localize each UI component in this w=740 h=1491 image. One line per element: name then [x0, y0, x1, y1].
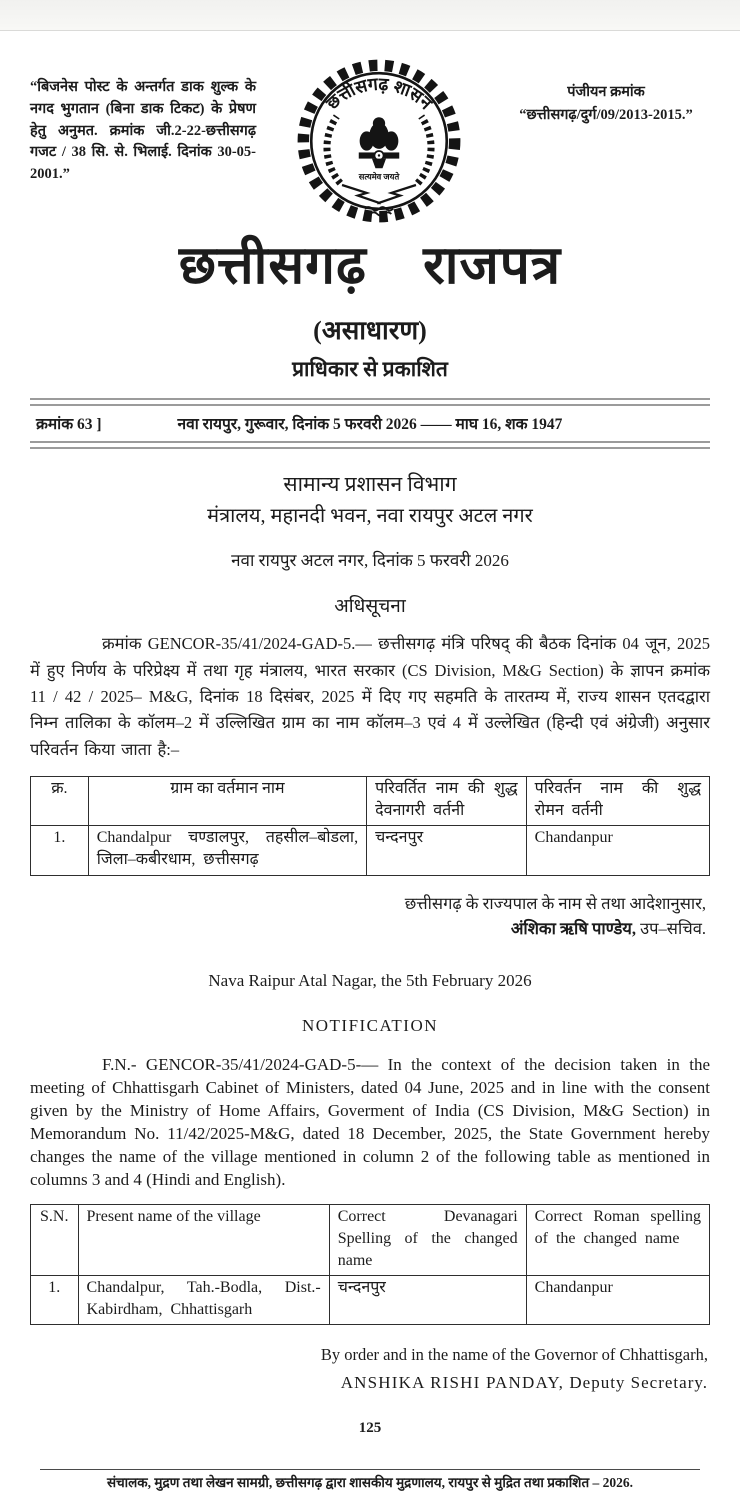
header-cell: ग्राम का वर्तमान नाम: [88, 777, 366, 826]
issue-date-line: नवा रायपुर, गुरूवार, दिनांक 5 फरवरी 2026 —— माघ 16, शक 1947: [177, 416, 563, 434]
table-cell: Chandalpur चण्डालपुर, तहसील–बोडला, जिला–कबीरधाम, छत्तीसगढ़: [88, 826, 366, 875]
header-cell: Correct Devanagari Spelling of the changed name: [329, 1205, 526, 1276]
english-signoff-title: Deputy Secretary.: [564, 1372, 708, 1392]
hindi-notification-body: क्रमांक GENCOR-35/41/2024-GAD-5.— छत्तीसगढ़ मंत्रि परिषद् की बैठक दिनांक 04 जून, 2025 में हुए निर्णय के परिप्रेक्ष्य में तथा गृह मंत्रालय, भारत सरकार (CS Division, M&G Section) के ज्ञापन क्रमांक 11 / 42 / 2025– M&G, दिनांक 18 दिसंबर, 2025 में दिए गए सहमति के तारतम्य में, राज्य शासन एतदद्वारा निम्न तालिका के कॉलम–2 में उल्लिखित ग्राम का नाम कॉलम–3 एवं 4 में उल्लेखित (हिन्दी एवं अंग्रेजी) अनुसार परिवर्तन किया जाता है:–: [30, 634, 710, 759]
department-name: सामान्य प्रशासन विभाग: [283, 472, 457, 497]
hindi-rename-table: [30, 776, 710, 875]
issue-row: [30, 406, 710, 441]
table-header-row: [31, 1205, 710, 1276]
hindi-signoff-signature: [30, 916, 706, 942]
header-meta-row: [30, 51, 710, 229]
notification-heading: NOTIFICATION: [301, 1015, 439, 1035]
table-row: [31, 826, 710, 875]
gazette-title: छत्तीसगढ़ राजपत्र: [178, 237, 562, 295]
hindi-signoff-title: उप–सचिव.: [636, 919, 706, 939]
table-cell: चन्दनपुर: [329, 1276, 526, 1325]
english-signoff: [30, 1342, 710, 1396]
english-signoff-name: ANSHIKA RISHI PANDAY,: [340, 1372, 565, 1392]
bottom-double-rule: [30, 441, 710, 449]
english-rename-table: [30, 1204, 710, 1325]
header-cell: परिवर्तन नाम की शुद्ध रोमन वर्तनी: [526, 777, 709, 826]
registration-block: [502, 81, 710, 127]
table-header-row: [31, 777, 710, 826]
table-cell: Chandanpur: [526, 1276, 709, 1325]
table-cell: 1.: [31, 826, 89, 875]
header-cell: S.N.: [31, 1205, 79, 1276]
imprint-line: संचालक, मुद्रण तथा लेखन सामग्री, छत्तीसगढ़ द्वारा शासकीय मुद्रणालय, रायपुर से मुद्रित तथा प्रकाशित – 2026.: [106, 1475, 634, 1491]
english-signoff-order: By order and in the name of the Governor of Chhattisgarh,: [320, 1345, 708, 1365]
hindi-dateline: नवा रायपुर अटल नगर, दिनांक 5 फरवरी 2026: [231, 551, 509, 571]
hindi-signoff: [30, 891, 710, 942]
registration-number: “छत्तीसगढ़/दुर्ग/09/2013-2015.”: [519, 107, 693, 124]
emblem-motto: सत्यमेव जयते: [358, 172, 400, 182]
hindi-notification-heading: अधिसूचना: [334, 596, 406, 618]
issue-number: क्रमांक 63 ]: [36, 416, 102, 434]
header-cell: परिवर्तित नाम की शुद्ध देवनागरी वर्तनी: [367, 777, 527, 826]
gazette-page: [0, 51, 740, 1491]
page-number: 125: [358, 1420, 382, 1437]
table-row: [31, 1276, 710, 1325]
table-cell: 1.: [31, 1276, 79, 1325]
registration-label: पंजीयन क्रमांक: [567, 84, 645, 100]
gazette-subtitle: (असाधारण): [313, 316, 427, 346]
table-cell: चन्दनपुर: [367, 826, 527, 875]
header-cell: क्र.: [31, 777, 89, 826]
table-cell: Chandanpur: [526, 826, 709, 875]
postal-permit-note: “बिजनेस पोस्ट के अन्तर्गत डाक शुल्क के नगद भुगतान (बिना डाक टिकट) के प्रेषण हेतु अनुमत. क्रमांक जी.2-22-छत्तीसगढ़ गजट / 38 सि. से. भिलाई. दिनांक 30-05-2001.”: [30, 79, 256, 182]
department-address: मंत्रालय, महानदी भवन, नवा रायपुर अटल नगर: [207, 505, 533, 528]
english-dateline: Nava Raipur Atal Nagar, the 5th February 2026: [208, 970, 532, 990]
table-cell: Chandalpur, Tah.-Bodla, Dist.-Kabirdham, Chhattisgarh: [78, 1276, 329, 1325]
published-by-authority: प्राधिकार से प्रकाशित: [292, 357, 448, 382]
emblem-top-text: छत्तीसगढ़ शासन: [322, 73, 437, 114]
english-notification-body: F.N.- GENCOR-35/41/2024-GAD-5-— In the context of the decision taken in the meeting of Chhattisgarh Cabinet of Ministers, dated 04 June, 2025 and in line with the consent given by the Ministry of Home Affairs, Goverment of India (CS Division, M&G Section) in Memorandum No. 11/42/2025-M&G, dated 18 December, 2025, the State Government hereby changes the name of the village mentioned in column 2 of the following table as mentioned in columns 3 and 4 (Hindi and English).: [30, 1054, 710, 1190]
scan-background-band: [0, 0, 740, 31]
header-cell: Present name of the village: [78, 1205, 329, 1276]
english-signoff-signature: [30, 1369, 708, 1396]
footer-rule: [40, 1469, 700, 1470]
hindi-signoff-name: अंशिका ऋषि पाण्डेय,: [510, 919, 636, 939]
header-cell: Correct Roman spelling of the changed name: [526, 1205, 709, 1276]
chhattisgarh-government-seal-icon: [291, 53, 467, 229]
state-emblem: [291, 53, 467, 229]
hindi-signoff-order: छत्तीसगढ़ के राज्यपाल के नाम से तथा आदेशानुसार,: [404, 893, 706, 913]
top-double-rule: [30, 398, 710, 406]
